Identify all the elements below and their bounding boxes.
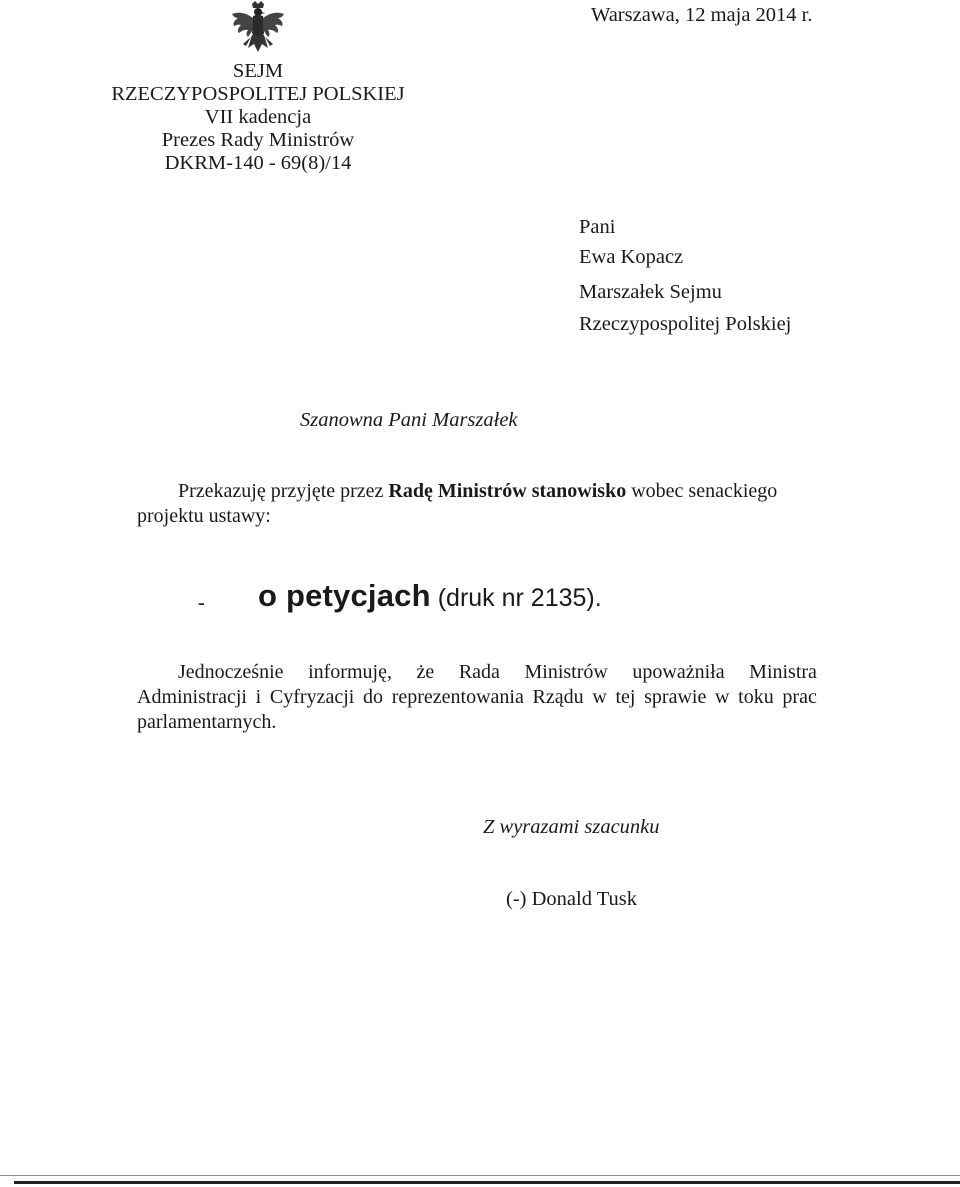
addressee-line-3: Marszałek Sejmu (579, 281, 722, 303)
word: że (416, 661, 435, 683)
word: sprawie (644, 686, 707, 708)
letter-date: Warszawa, 12 maja 2014 r. (591, 4, 813, 26)
word: Administracji (137, 686, 247, 708)
polish-eagle-emblem-icon (228, 0, 288, 58)
word: Rządu (532, 686, 584, 708)
word: i (255, 686, 262, 708)
paragraph-2-line-1 (137, 660, 817, 685)
bullet-note: (druk nr 2135). (430, 584, 602, 612)
addressee-line-4: Rzeczypospolitej Polskiej (579, 313, 792, 335)
closing: Z wyrazami szacunku (483, 816, 660, 838)
word: Jednocześnie (178, 661, 284, 683)
salutation: Szanowna Pani Marszałek (300, 409, 518, 431)
word: Ministra (749, 661, 817, 683)
paragraph-2-line-2 (137, 685, 817, 710)
bottom-rule (14, 1181, 960, 1184)
paragraph-1-bold: Radę Ministrów stanowisko (388, 480, 627, 502)
word: w (592, 686, 607, 708)
bullet-item (258, 578, 602, 614)
word: prac (782, 686, 817, 708)
word: Ministrów (524, 661, 608, 683)
word: do (363, 686, 384, 708)
header-sejm: SEJM (232, 60, 284, 82)
bullet-dash: - (198, 592, 205, 614)
paragraph-1-intro: Przekazuję przyjęte przez (178, 480, 389, 502)
word: upoważniła (632, 661, 725, 683)
addressee-line-1: Pani (579, 216, 616, 238)
paragraph-1-rest: wobec senackiego (626, 480, 778, 502)
word: tej (615, 686, 636, 708)
word: toku (738, 686, 774, 708)
header-country: RZECZYPOSPOLITEJ POLSKIEJ (111, 83, 405, 105)
word: reprezentowania (391, 686, 524, 708)
bullet-title: o petycjach (258, 578, 431, 613)
header-reference: DKRM-140 - 69(8)/14 (164, 152, 352, 174)
word: Rada (458, 661, 500, 683)
word: Cyfryzacji (269, 686, 355, 708)
bottom-rule-thin (0, 1175, 960, 1176)
paragraph-2 (137, 660, 817, 735)
addressee-line-2: Ewa Kopacz (579, 246, 684, 268)
header-term: VII kadencja (204, 106, 312, 128)
word: informuję, (308, 661, 392, 683)
paragraph-2-line-3: parlamentarnych. (137, 711, 277, 733)
paragraph-1-line-1 (178, 480, 777, 502)
paragraph-1-line-2: projektu ustawy: (137, 505, 271, 527)
word: w (715, 686, 730, 708)
signature: (-) Donald Tusk (506, 888, 637, 910)
header-sender: Prezes Rady Ministrów (161, 129, 355, 151)
